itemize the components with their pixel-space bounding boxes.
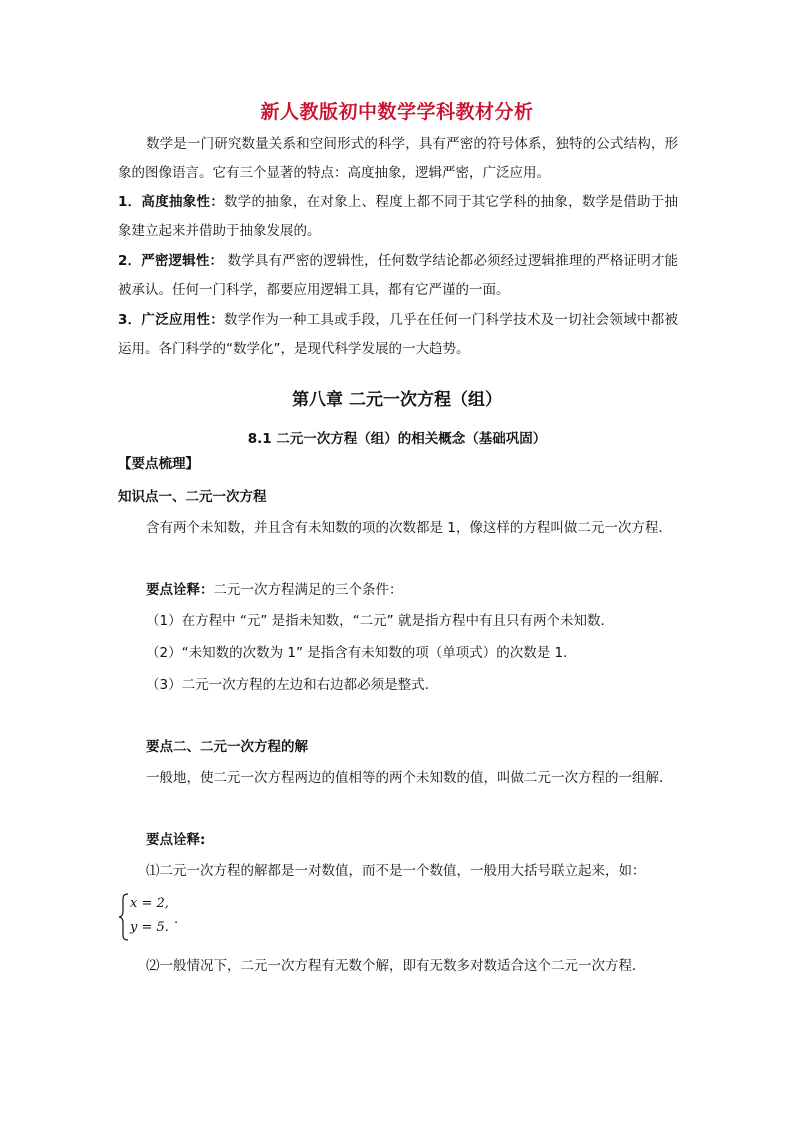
left-brace-icon [118, 892, 130, 942]
feature-1-label: 1．高度抽象性： [118, 194, 225, 210]
feature-3-text: 数学作为一种工具或手段，几乎在任何一门科学技术及一切社会领域中都被运用。各门科学的“数学化”，是现代科学发展的一大趋势。 [118, 312, 678, 357]
kp1-note-text: 二元一次方程满足的三个条件： [213, 582, 403, 598]
kp1-condition-1: （1）在方程中 “元” 是指未知数，“二元” 就是指方程中有且只有两个未知数. [146, 613, 605, 629]
document-title: 新人教版初中数学学科教材分析 [260, 101, 534, 123]
equation-end-period: . [174, 912, 179, 927]
feature-2-text: 数学具有严密的逻辑性，任何数学结论都必须经过逻辑推理的严格证明才能被承认。任何一门科学，都要应用逻辑工具，都有它严谨的一面。 [118, 253, 678, 298]
summary-heading: 【要点梳理】 [118, 456, 199, 472]
equation-2: y = 5. [130, 920, 169, 935]
kp2-definition: 一般地，使二元一次方程两边的值相等的两个未知数的值，叫做二元一次方程的一组解． [146, 770, 673, 786]
kp2-note-label: 要点诠释: [146, 832, 206, 848]
feature-1-text: 数学的抽象，在对象上、程度上都不同于其它学科的抽象，数学是借助于抽象建立起来并借助于抽象发展的。 [118, 194, 678, 239]
kp2-point-1: ⑴二元一次方程的解都是一对数值，而不是一个数值，一般用大括号联立起来，如： [146, 863, 646, 879]
chapter-title: 第八章 二元一次方程（组） [292, 390, 502, 410]
kp1-condition-2: （2）“未知数的次数为 1” 是指含有未知数的项（单项式）的次数是 1. [146, 645, 568, 661]
feature-3-label: 3．广泛应用性： [118, 312, 225, 328]
equation-system [118, 892, 198, 942]
kp1-heading: 知识点一、二元一次方程 [118, 489, 267, 505]
kp1-condition-3: （3）二元一次方程的左边和右边都必须是整式. [146, 677, 429, 693]
equation-1: x = 2, [130, 896, 169, 911]
kp1-definition: 含有两个未知数，并且含有未知数的项的次数都是 1，像这样的方程叫做二元一次方程． [146, 520, 672, 536]
feature-1 [118, 188, 678, 246]
feature-2-label: 2．严密逻辑性： [118, 253, 224, 269]
intro-paragraph: 数学是一门研究数量关系和空间形式的科学，具有严密的符号体系，独特的公式结构，形象的图像语言。它有三个显著的特点：高度抽象，逻辑严密，广泛应用。 [118, 136, 678, 181]
kp2-point-2: ⑵一般情况下，二元一次方程有无数个解，即有无数多对数适合这个二元一次方程． [146, 958, 646, 974]
feature-3 [118, 306, 678, 364]
kp2-heading: 要点二、二元一次方程的解 [146, 739, 308, 755]
kp1-note-label: 要点诠释： [146, 582, 214, 598]
section-title: 8.1 二元一次方程（组）的相关概念（基础巩固） [247, 431, 547, 447]
kp1-note [146, 580, 403, 600]
feature-2 [118, 247, 678, 305]
